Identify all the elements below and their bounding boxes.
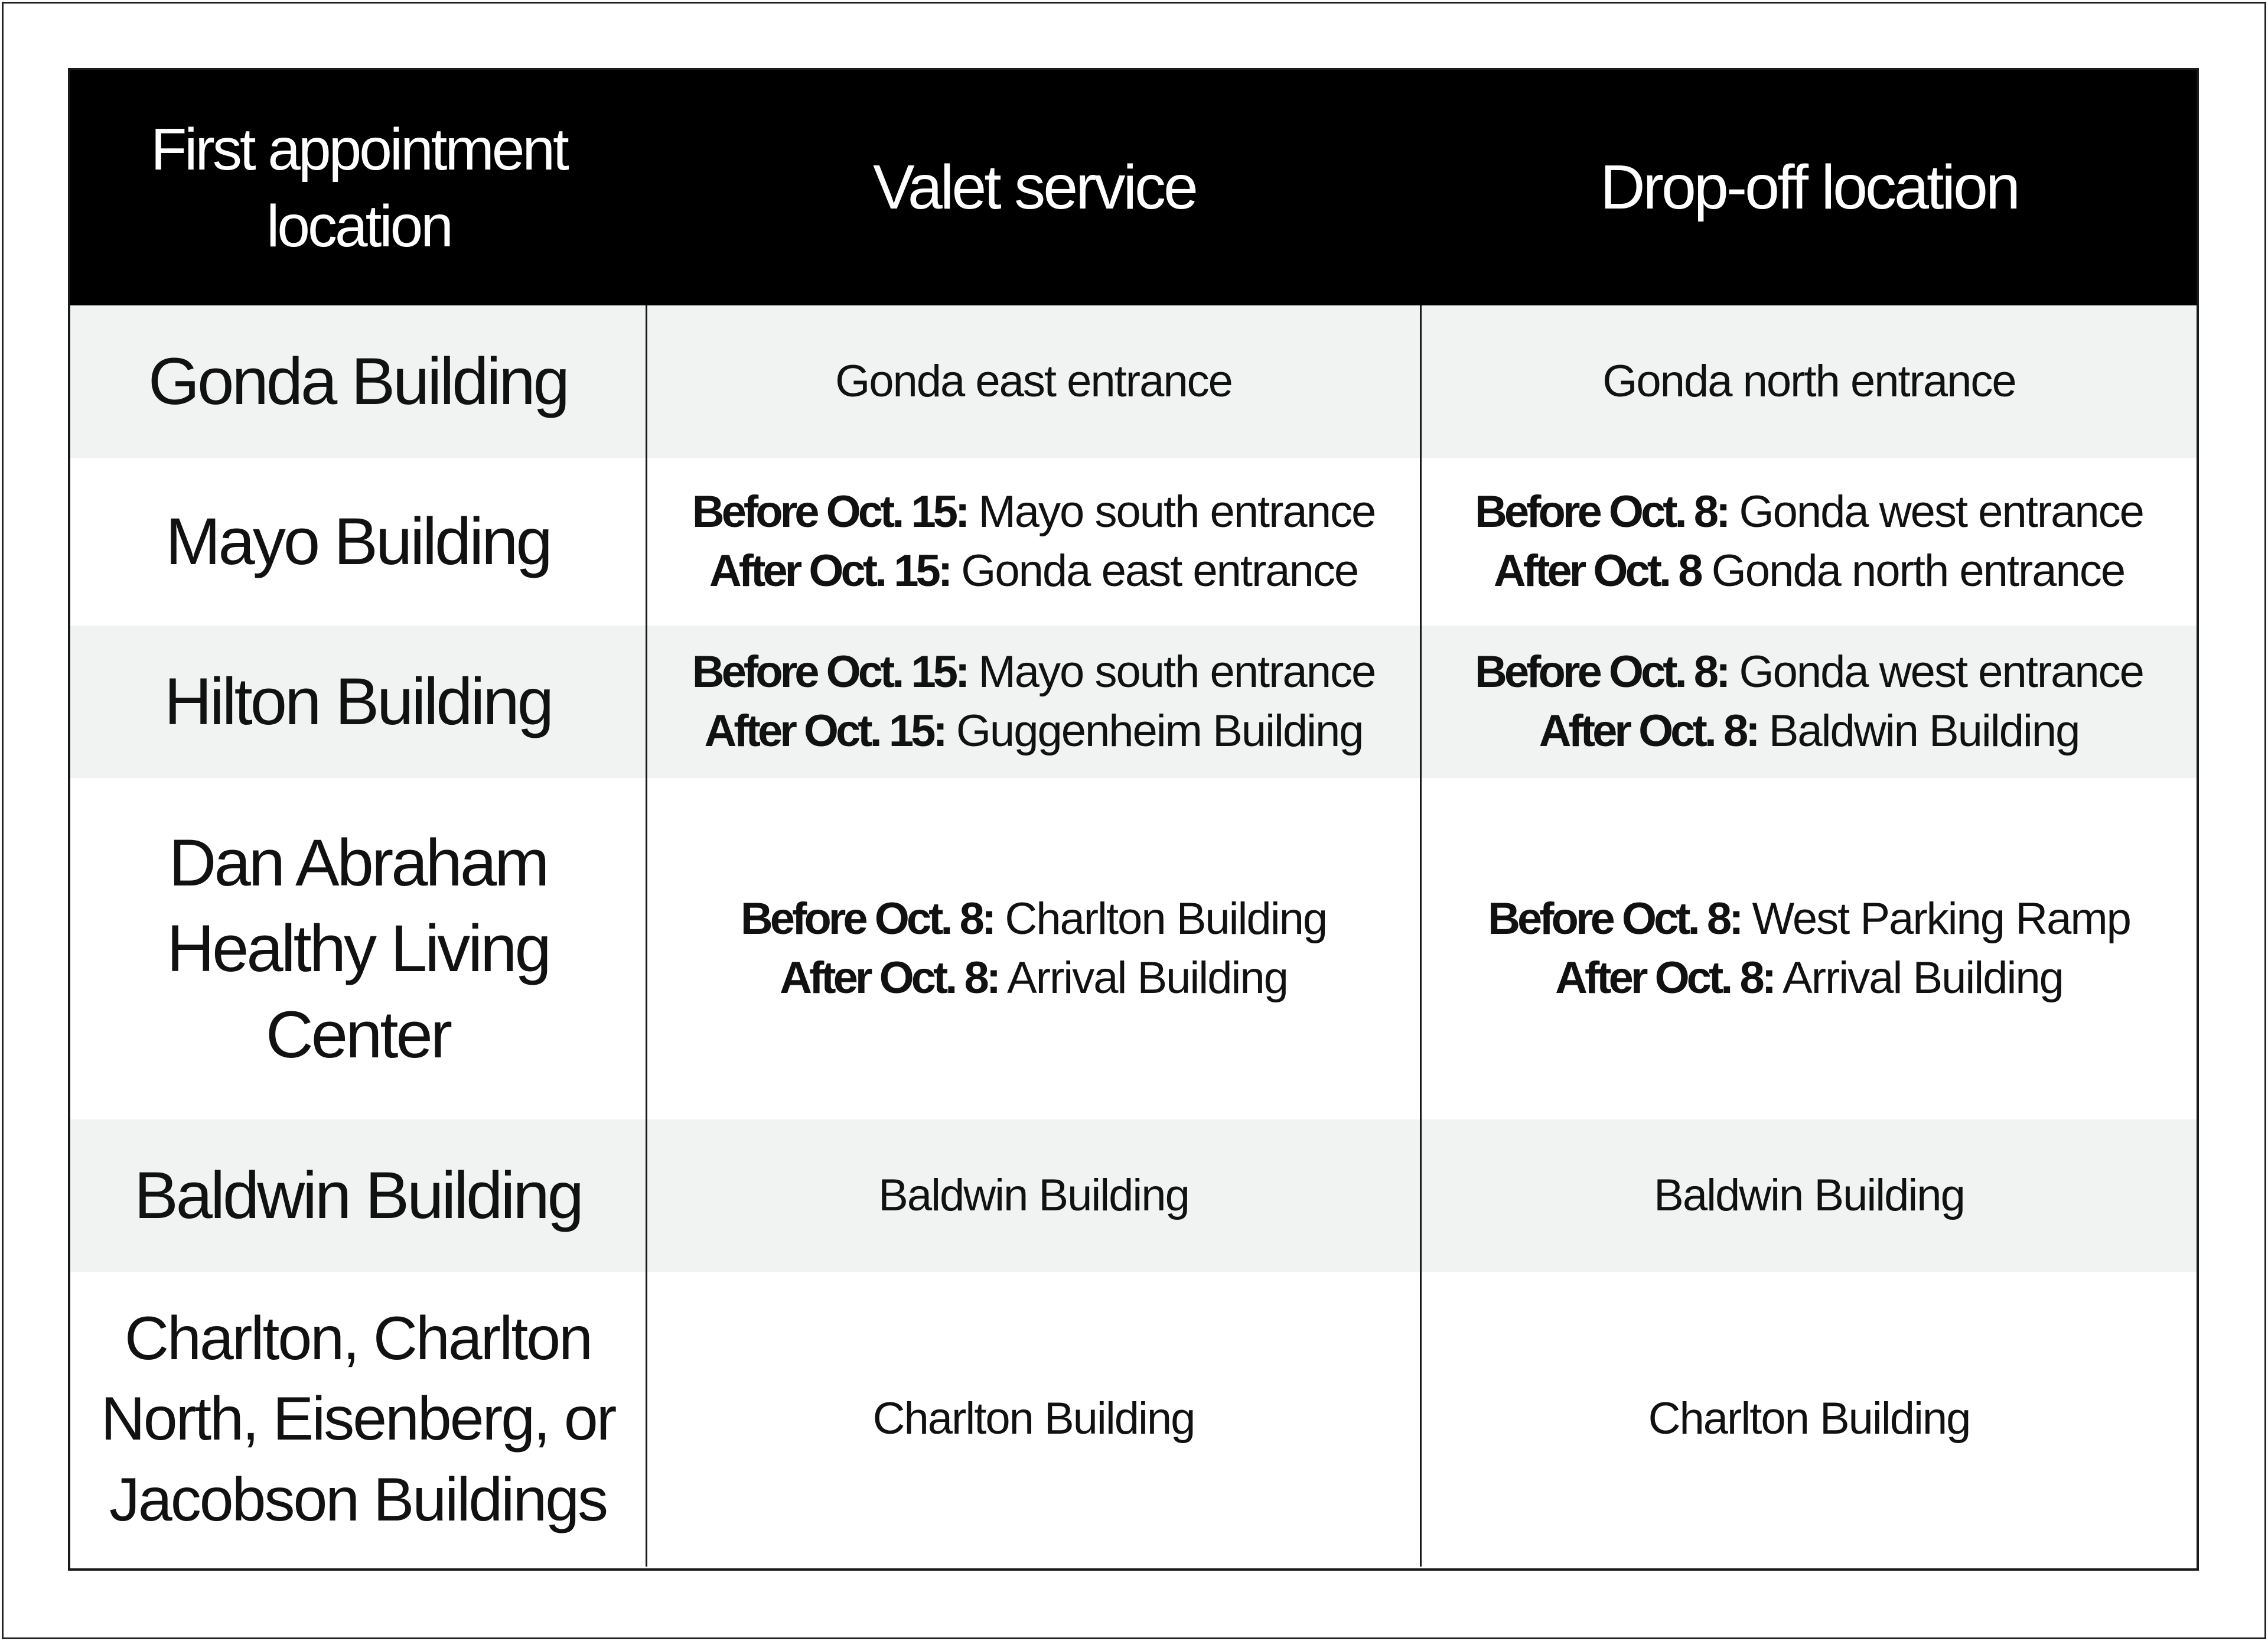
dropoff-cell [1422,1119,2197,1272]
valet-line [692,483,1376,542]
valet-location: Guggenheim Building [956,706,1363,756]
dropoff-location: Gonda west entrance [1739,646,2143,697]
dropoff-line [1494,542,2124,601]
dropoff-location: Arrival Building [1783,953,2063,1003]
dropoff-line [1602,352,2015,411]
valet-line [873,1389,1195,1448]
valet-location: Mayo south entrance [978,486,1376,537]
location-cell [70,458,647,626]
header-first-appointment [70,70,647,305]
location-cell [70,626,647,778]
dropoff-location: Gonda north entrance [1602,356,2016,406]
valet-cell [647,1119,1422,1272]
valet-location: Charlton Building [872,1393,1195,1444]
date-qualifier: Before Oct. 15: [692,646,967,697]
dropoff-line [1488,890,2130,949]
dropoff-cell [1422,778,2197,1119]
location-label: Charlton, Charlton North, Eisenberg, or Jacobson Buildings [100,1304,615,1534]
valet-line [835,352,1232,411]
header-dropoff-location-label: Drop-off location [1600,152,2018,223]
dropoff-line [1475,483,2143,542]
valet-location: Gonda east entrance [961,546,1358,596]
date-qualifier: After Oct. 15: [709,546,950,596]
valet-cell [647,305,1422,458]
date-qualifier: Before Oct. 8: [1488,893,1741,944]
valet-line [878,1166,1189,1225]
valet-cell [647,778,1422,1119]
location-label: Baldwin Building [134,1158,582,1233]
valet-location: Gonda east entrance [835,356,1232,406]
dropoff-location: Gonda north entrance [1711,546,2125,596]
location-label: Hilton Building [164,665,552,739]
location-label: Gonda Building [148,344,568,419]
dropoff-location: Charlton Building [1648,1393,1970,1444]
date-qualifier: Before Oct. 8: [740,893,994,944]
date-qualifier: After Oct. 8: [1539,706,1758,756]
parking-table [68,68,2199,1571]
location-label: Dan Abraham Healthy Living Center [167,825,549,1072]
dropoff-cell [1422,458,2197,626]
date-qualifier: After Oct. 8: [1555,953,1774,1003]
valet-line [780,949,1288,1008]
valet-line [741,890,1327,949]
location-cell [70,778,647,1119]
location-cell [70,1272,647,1567]
header-valet-service [647,70,1422,305]
valet-line [692,643,1376,702]
header-dropoff-location [1422,70,2197,305]
valet-location: Arrival Building [1007,953,1288,1003]
dropoff-cell [1422,1272,2197,1567]
location-cell [70,305,647,458]
date-qualifier: Before Oct. 8: [1475,486,1728,537]
location-label: Mayo Building [165,504,550,579]
valet-line [704,702,1363,761]
valet-cell [647,458,1422,626]
valet-location: Mayo south entrance [978,646,1376,697]
valet-line [709,542,1358,601]
dropoff-cell [1422,626,2197,778]
date-qualifier: Before Oct. 15: [692,486,967,537]
location-cell [70,1119,647,1272]
dropoff-location: Baldwin Building [1768,706,2080,756]
dropoff-location: Gonda west entrance [1739,486,2143,537]
date-qualifier: Before Oct. 8: [1475,646,1728,697]
dropoff-location: Baldwin Building [1654,1170,1964,1220]
dropoff-line [1475,643,2143,702]
dropoff-cell [1422,305,2197,458]
header-first-appointment-label: First appointment location [151,116,567,259]
dropoff-line [1539,702,2080,761]
header-valet-service-label: Valet service [873,152,1196,223]
date-qualifier: After Oct. 8: [780,953,999,1003]
date-qualifier: After Oct. 8 [1493,546,1700,596]
dropoff-line [1654,1166,1964,1225]
valet-cell [647,626,1422,778]
valet-location: Charlton Building [1005,893,1327,944]
dropoff-location: West Parking Ramp [1752,893,2130,944]
dropoff-line [1648,1389,1970,1448]
valet-location: Baldwin Building [878,1170,1189,1220]
valet-cell [647,1272,1422,1567]
date-qualifier: After Oct. 15: [704,706,945,756]
dropoff-line [1555,949,2063,1008]
